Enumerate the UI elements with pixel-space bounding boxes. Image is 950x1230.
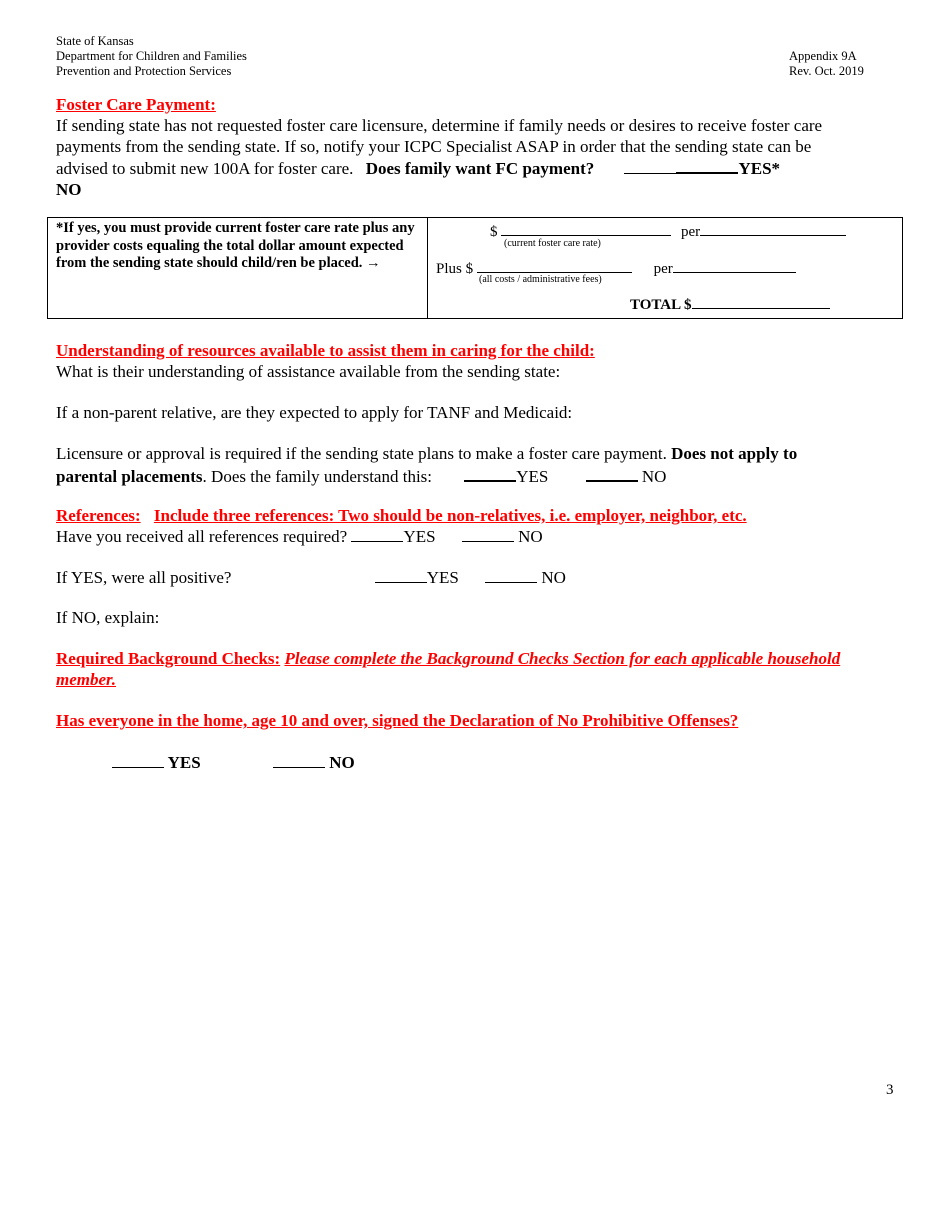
licensure-paragraph xyxy=(56,444,797,487)
current-rate-caption: (current foster care rate) xyxy=(504,238,601,249)
foster-care-rate-table xyxy=(47,217,903,319)
fc-payment-yes-blank[interactable] xyxy=(624,158,676,174)
licensure-line-2 xyxy=(56,465,797,488)
provider-costs-field[interactable] xyxy=(477,257,632,273)
rate-per-label: per xyxy=(681,224,701,240)
licensure-bold-1: Does not apply to xyxy=(671,444,798,463)
references-instruction: Include three references: Two should be non-relatives, i.e. employer, neighbor, etc. xyxy=(153,506,747,525)
background-title: Required Background Checks: xyxy=(56,649,281,668)
references-positive-no-label: NO xyxy=(541,568,566,587)
references-received-question: Have you received all references required? xyxy=(56,527,348,546)
licensure-text: Licensure or approval is required if the sending state plans to make a foster care payment. xyxy=(56,444,667,463)
total-label: TOTAL $ xyxy=(630,297,692,313)
licensure-no-blank[interactable] xyxy=(586,465,638,482)
header-appendix: Appendix 9A xyxy=(789,49,857,63)
rate-instruction-cell xyxy=(48,218,428,319)
rate-dollar-sign: $ xyxy=(490,224,498,240)
header-state: State of Kansas xyxy=(56,34,134,48)
fc-payment-no-label: NO xyxy=(56,179,82,199)
licensure-yes-blank[interactable] xyxy=(464,465,516,482)
licensure-yes-label: YES xyxy=(516,466,549,486)
references-title: References: xyxy=(56,506,141,525)
references-explain: If NO, explain: xyxy=(56,608,160,627)
header-department: Department for Children and Families xyxy=(56,49,247,63)
costs-period-field[interactable] xyxy=(673,257,796,273)
fc-payment-yes-blank-2[interactable] xyxy=(676,157,738,174)
licensure-bold-2: parental placements xyxy=(56,466,203,486)
header-division: Prevention and Protection Services xyxy=(56,64,232,78)
foster-care-heading: Foster Care Payment: xyxy=(56,95,216,114)
foster-care-line-2: payments from the sending state. If so, notify your ICPC Specialist ASAP in order that the sending state can be xyxy=(56,136,812,156)
background-instruction-2: member. xyxy=(56,669,116,689)
agency-header xyxy=(56,34,247,79)
foster-care-paragraph xyxy=(56,116,916,200)
references-positive-yes-label: YES xyxy=(426,568,459,587)
references-positive-question: If YES, were all positive? xyxy=(56,568,232,587)
background-heading xyxy=(56,649,906,690)
resources-question-2: If a non-parent relative, are they expected to apply for TANF and Medicaid: xyxy=(56,403,573,422)
references-received-no-blank[interactable] xyxy=(462,526,514,542)
references-positive-no-blank[interactable] xyxy=(485,567,537,583)
resources-heading: Understanding of resources available to assist them in caring for the child: xyxy=(56,341,595,360)
background-instruction-1: Please complete the Background Checks Section for each applicable household xyxy=(284,649,841,668)
rate-period-field[interactable] xyxy=(700,220,846,236)
references-received-no-label: NO xyxy=(518,527,543,546)
declaration-no-blank[interactable] xyxy=(273,752,325,768)
foster-care-line-3-text: advised to submit new 100A for foster care. xyxy=(56,159,354,178)
fc-payment-question: Does family want FC payment? xyxy=(365,159,595,178)
declaration-no-label: NO xyxy=(329,753,355,772)
declaration-yes-blank[interactable] xyxy=(112,752,164,768)
appendix-header xyxy=(789,49,864,79)
declaration-yes-label: YES xyxy=(167,753,201,772)
references-positive-yes-blank[interactable] xyxy=(375,567,427,583)
rate-entry-cell xyxy=(428,218,903,319)
references-received-yes-blank[interactable] xyxy=(351,526,403,542)
declaration-answer-row xyxy=(112,752,355,774)
page-number: 3 xyxy=(886,1082,894,1098)
references-heading xyxy=(56,506,747,527)
total-field[interactable] xyxy=(692,293,830,309)
licensure-line-1 xyxy=(56,444,797,465)
licensure-no-label: NO xyxy=(641,466,667,486)
fc-payment-yes-label: YES* xyxy=(738,159,781,178)
declaration-question: Has everyone in the home, age 10 and over, signed the Declaration of No Prohibitive Offenses? xyxy=(56,711,739,730)
provider-costs-caption: (all costs / administrative fees) xyxy=(479,274,602,285)
total-row xyxy=(630,293,830,314)
plus-per-label: per xyxy=(653,261,673,277)
licensure-question: . Does the family understand this: xyxy=(202,466,433,486)
resources-question-1: What is their understanding of assistance available from the sending state: xyxy=(56,362,561,381)
header-revision: Rev. Oct. 2019 xyxy=(789,64,864,78)
references-received-yes-label: YES xyxy=(403,527,436,546)
background-line-1 xyxy=(56,649,906,670)
references-received-row xyxy=(56,526,543,548)
foster-care-line-3 xyxy=(56,157,916,180)
current-rate-field[interactable] xyxy=(501,220,671,236)
plus-dollar-label: Plus $ xyxy=(436,261,474,277)
rate-instruction: *If yes, you must provide current foster care rate plus any provider costs equaling the total dollar amount expected from the sending state should child/ren be placed. → xyxy=(56,220,415,271)
foster-care-line-1: If sending state has not requested foster care licensure, determine if family needs or desires to receive foster care xyxy=(56,116,823,135)
references-positive-row xyxy=(56,567,566,589)
